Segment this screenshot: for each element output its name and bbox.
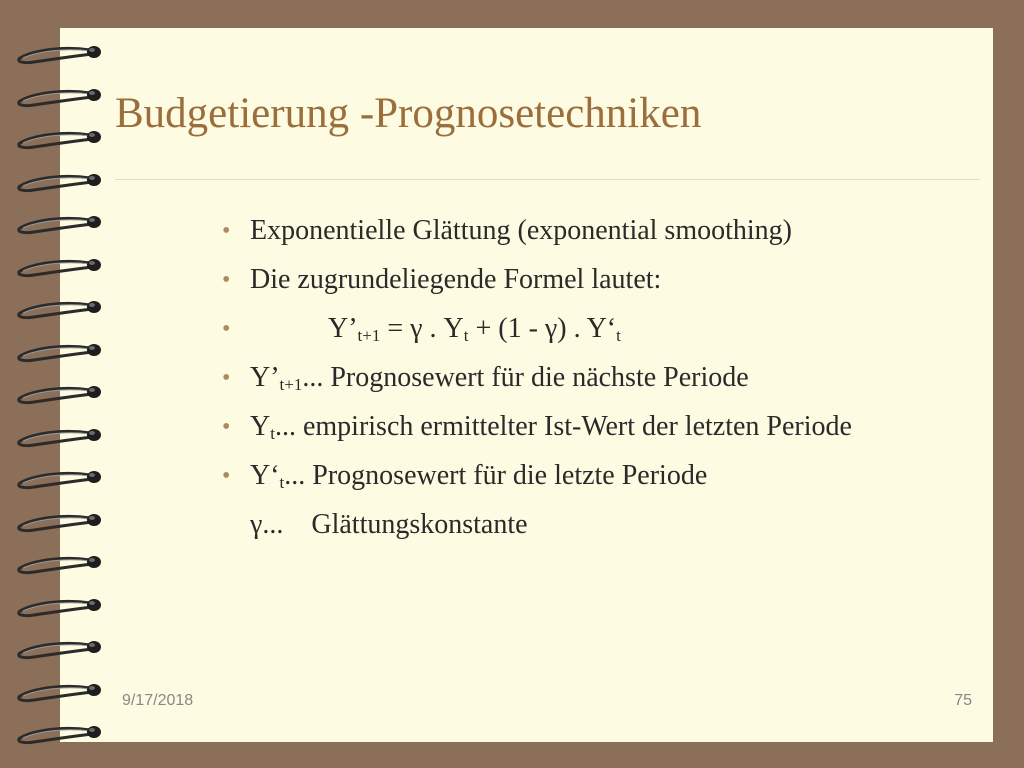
title-divider [115,179,980,180]
term-symbol: Y [250,411,271,442]
spiral-ring-icon [14,83,106,113]
spiral-ring-icon [14,253,106,283]
bullet-icon: • [222,316,231,342]
bullet-item [222,506,972,544]
spiral-ring-icon [14,678,106,708]
spiral-ring-icon [14,508,106,538]
formula-subscript: t [616,326,621,345]
term-subscript: t+1 [279,375,303,394]
term-description: Glättungskonstante [311,509,528,540]
slide-content [222,212,972,555]
bullet-item [222,261,972,299]
formula-part: Y’ [328,313,358,344]
term-description: ... empirisch ermittelter Ist-Wert der letzten Periode [274,411,852,442]
bullet-icon: • [222,463,231,489]
formula-part: + (1 - γ) . Y‘ [468,313,617,344]
spiral-ring-icon [14,338,106,368]
bullet-item [222,457,972,495]
bullet-text: Exponentielle Glättung (exponential smoothing) [250,215,792,246]
bullet-item [222,408,972,446]
bullet-icon: • [222,365,231,391]
bullet-icon: • [222,267,231,293]
term-description: ... Prognosewert für die nächste Periode [302,362,749,393]
spiral-ring-icon [14,465,106,495]
spiral-ring-icon [14,380,106,410]
bullet-text: Die zugrundeliegende Formel lautet: [250,264,662,295]
term-subscript: t [270,424,275,443]
spiral-ring-icon [14,168,106,198]
term-description: ... Prognosewert für die letzte Periode [284,460,708,491]
spiral-ring-icon [14,40,106,70]
term-symbol: Y’ [250,362,280,393]
bullet-item-formula [222,310,972,348]
spiral-ring-icon [14,635,106,665]
bullet-item [222,212,972,250]
bullet-icon: • [222,218,231,244]
formula-subscript: t+1 [357,326,381,345]
term-subscript: t [279,473,285,492]
footer-date: 9/17/2018 [122,692,194,709]
spiral-ring-icon [14,550,106,580]
spiral-ring-icon [14,423,106,453]
spiral-ring-icon [14,593,106,623]
term-symbol: γ... [250,509,284,540]
formula-part: = γ . Y [380,313,464,344]
term-symbol: Y‘ [250,460,280,491]
spiral-ring-icon [14,210,106,240]
page-number: 75 [954,692,972,709]
bullet-icon: • [222,414,231,440]
bullet-item [222,359,972,397]
spiral-ring-icon [14,720,106,750]
formula-subscript: t [463,326,469,345]
spiral-ring-icon [14,295,106,325]
slide-title: Budgetierung -Prognosetechniken [115,90,702,137]
spiral-ring-icon [14,125,106,155]
